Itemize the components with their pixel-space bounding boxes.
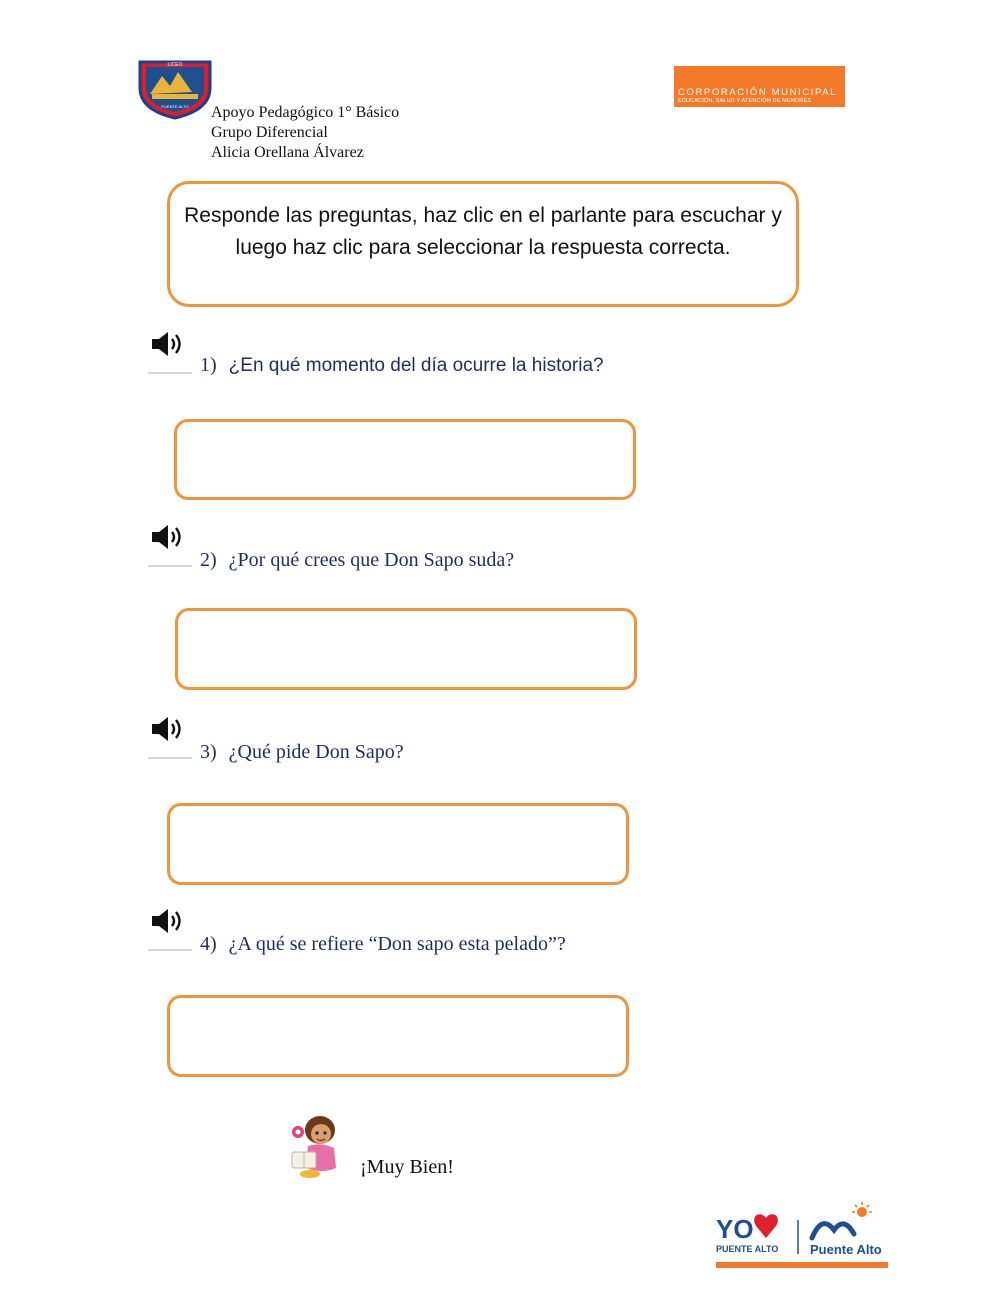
header-info — [211, 103, 399, 163]
audio-caption-line — [148, 565, 192, 567]
school-crest-logo — [136, 58, 214, 120]
question-text: ¿Qué pide Don Sapo? — [228, 741, 404, 763]
audio-caption-line — [148, 949, 192, 951]
question-1 — [200, 353, 604, 378]
speaker-icon[interactable] — [150, 907, 186, 935]
corporacion-subtitle: EDUCACIÓN, SALUD Y ATENCIÓN DE MENORES — [678, 98, 812, 104]
question-text: ¿Por qué crees que Don Sapo suda? — [228, 549, 515, 571]
question-text: ¿En qué momento del día ocurre la historia? — [228, 355, 604, 376]
audio-caption-line — [148, 757, 192, 759]
corporacion-municipal-logo — [674, 66, 845, 107]
question-number: 2) — [200, 549, 217, 571]
corporacion-title: CORPORACIÓN MUNICIPAL — [678, 87, 838, 98]
question-4 — [200, 932, 566, 956]
speaker-icon[interactable] — [150, 523, 186, 551]
question-number: 3) — [200, 741, 217, 763]
praise-text: ¡Muy Bien! — [360, 1156, 454, 1178]
question-number: 4) — [200, 933, 217, 955]
answer-box-2[interactable] — [175, 608, 637, 690]
question-text: ¿A qué se refiere “Don sapo esta pelado”? — [228, 933, 566, 955]
audio-caption-line — [148, 372, 192, 374]
city-name: Puente Alto — [810, 1242, 882, 1257]
crest-bottom-text: PUENTE ALTO — [161, 104, 189, 109]
answer-box-3[interactable] — [167, 803, 629, 885]
answer-box-1[interactable] — [174, 419, 636, 500]
answer-box-4[interactable] — [167, 995, 629, 1077]
question-2 — [200, 548, 514, 572]
crest-top-text: LICEO — [167, 62, 183, 68]
yo-subtitle: PUENTE ALTO — [716, 1244, 779, 1254]
speaker-icon[interactable] — [150, 330, 186, 358]
puente-alto-logo — [714, 1200, 890, 1272]
course-line: Apoyo Pedagógico 1° Básico — [211, 104, 400, 121]
speaker-icon[interactable] — [150, 715, 186, 743]
dora-reading-illustration — [286, 1114, 342, 1180]
question-number: 1) — [200, 354, 217, 376]
instructions-box: Responde las preguntas, haz clic en el parlante para escuchar y luego haz clic para seleccionar la respuesta correcta. — [167, 181, 799, 307]
heart-icon — [754, 1214, 778, 1238]
yo-text: YO — [716, 1214, 754, 1244]
group-line: Grupo Diferencial — [211, 124, 328, 141]
question-3 — [200, 740, 404, 764]
teacher-line: Alicia Orellana Álvarez — [211, 144, 364, 161]
